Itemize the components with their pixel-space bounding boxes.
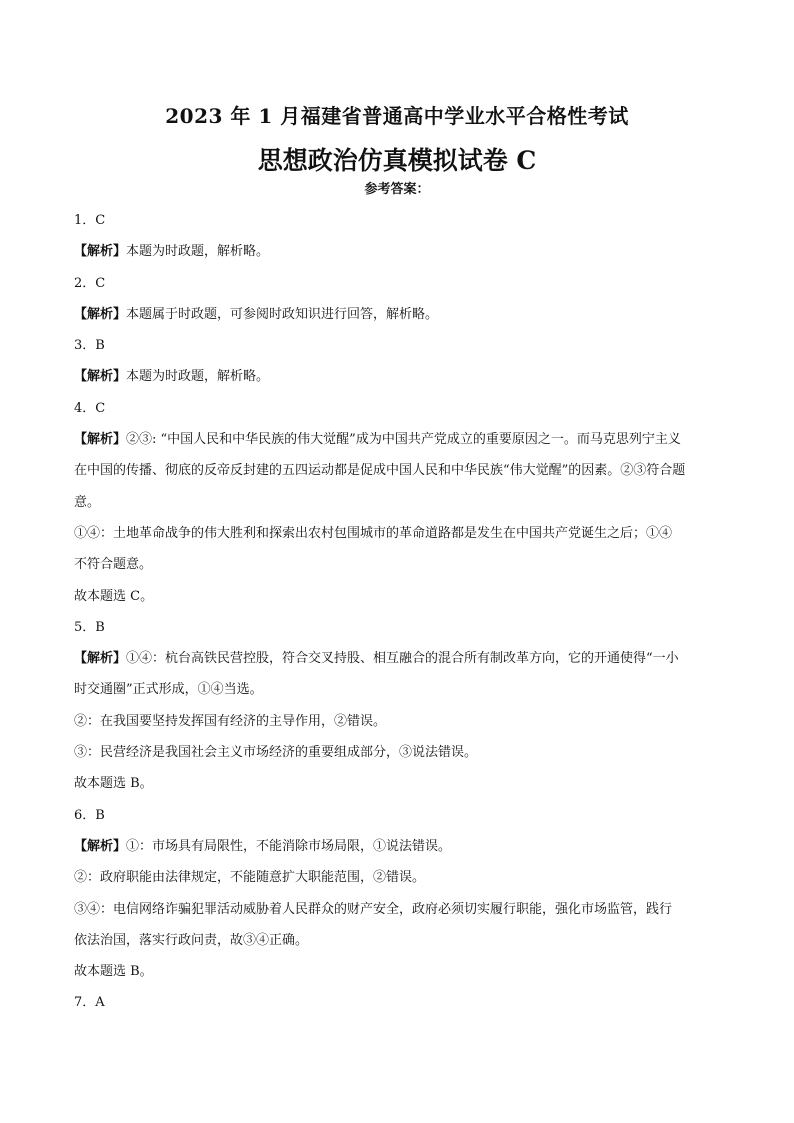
line-text: ②③: “中国人民和中华民族的伟大觉醒”成为中国共产党成立的重要原因之一。而马克思列宁主义 — [126, 432, 681, 448]
analysis-label: 【解析】 — [74, 369, 127, 385]
line-text: ②：政府职能由法律规定，不能随意扩大职能范围，②错误。 — [74, 870, 426, 886]
document-subtitle: 思想政治仿真模拟试卷 C — [257, 146, 537, 175]
explanation-line — [74, 518, 722, 549]
line-text: 5．B — [74, 619, 105, 635]
line-text: 本题属于时政题，可参阅时政知识进行回答，解析略。 — [126, 306, 439, 322]
analysis-label: 【解析】 — [74, 244, 127, 260]
document-title: 2023 年 1 月福建省普通高中学业水平合格性考试 — [165, 104, 629, 128]
answer-key-line — [74, 205, 722, 236]
answer-key-line — [74, 987, 722, 1018]
answers-heading: 参考答案： — [364, 182, 430, 197]
analysis-label: 【解析】 — [74, 306, 127, 322]
answer-key-line — [74, 268, 722, 299]
line-text: 故本题选 B。 — [74, 964, 153, 980]
explanation-line — [74, 549, 722, 580]
analysis-line — [74, 236, 722, 267]
line-text: 本题为时政题，解析略。 — [126, 369, 270, 385]
explanation-line — [74, 925, 722, 956]
analysis-line — [74, 424, 722, 455]
answer-key-line — [74, 800, 722, 831]
line-text: ①：市场具有局限性，不能消除市场局限，①说法错误。 — [126, 838, 452, 854]
line-text: ③④：电信网络诈骗犯罪活动威胁着人民群众的财产安全，政府必须切实履行职能，强化市场监管，践行 — [74, 901, 673, 917]
line-text: 不符合题意。 — [74, 557, 153, 573]
line-text: ②：在我国要坚持发挥国有经济的主导作用，②错误。 — [74, 713, 387, 729]
line-text: 在中国的传播、彻底的反帝反封建的五四运动都是促成中国人民和中华民族“伟大觉醒”的因素。②③符合题 — [74, 463, 686, 479]
explanation-line — [74, 862, 722, 893]
analysis-line — [74, 831, 722, 862]
analysis-label: 【解析】 — [74, 838, 127, 854]
line-text: 3．B — [74, 338, 105, 354]
line-text: 故本题选 C。 — [74, 588, 154, 604]
analysis-line — [74, 299, 722, 330]
line-text: 依法治国，落实行政问责，故③④正确。 — [74, 932, 309, 948]
analysis-label: 【解析】 — [74, 651, 127, 667]
explanation-line — [74, 706, 722, 737]
answer-key-line — [74, 612, 722, 643]
analysis-line — [74, 643, 722, 674]
explanation-line — [74, 768, 722, 799]
answer-key-line — [74, 330, 722, 361]
line-text: 本题为时政题，解析略。 — [126, 244, 270, 260]
explanation-line — [74, 455, 722, 486]
explanation-line — [74, 674, 722, 705]
line-text: 7．A — [74, 995, 105, 1011]
line-text: 时交通圈”正式形成，①④当选。 — [74, 682, 263, 698]
analysis-label: 【解析】 — [74, 432, 127, 448]
line-text: 4．C — [74, 400, 106, 416]
line-text: ①④：土地革命战争的伟大胜利和探索出农村包围城市的革命道路都是发生在中国共产党诞生之后；①④ — [74, 525, 673, 541]
line-text: ③：民营经济是我国社会主义市场经济的重要组成部分，③说法错误。 — [74, 745, 478, 761]
line-text: 故本题选 B。 — [74, 776, 153, 792]
line-text: 2．C — [74, 275, 106, 291]
answer-key-line — [74, 393, 722, 424]
analysis-line — [74, 361, 722, 392]
explanation-line — [74, 581, 722, 612]
explanation-line — [74, 737, 722, 768]
explanation-line — [74, 487, 722, 518]
line-text: ①④：杭台高铁民营控股，符合交叉持股、相互融合的混合所有制改革方向，它的开通使得“一小 — [126, 651, 679, 667]
answer-body — [74, 205, 722, 1019]
line-text: 1．C — [74, 213, 106, 228]
line-text: 意。 — [74, 494, 101, 510]
explanation-line — [74, 894, 722, 925]
line-text: 6．B — [74, 807, 105, 823]
explanation-line — [74, 956, 722, 987]
